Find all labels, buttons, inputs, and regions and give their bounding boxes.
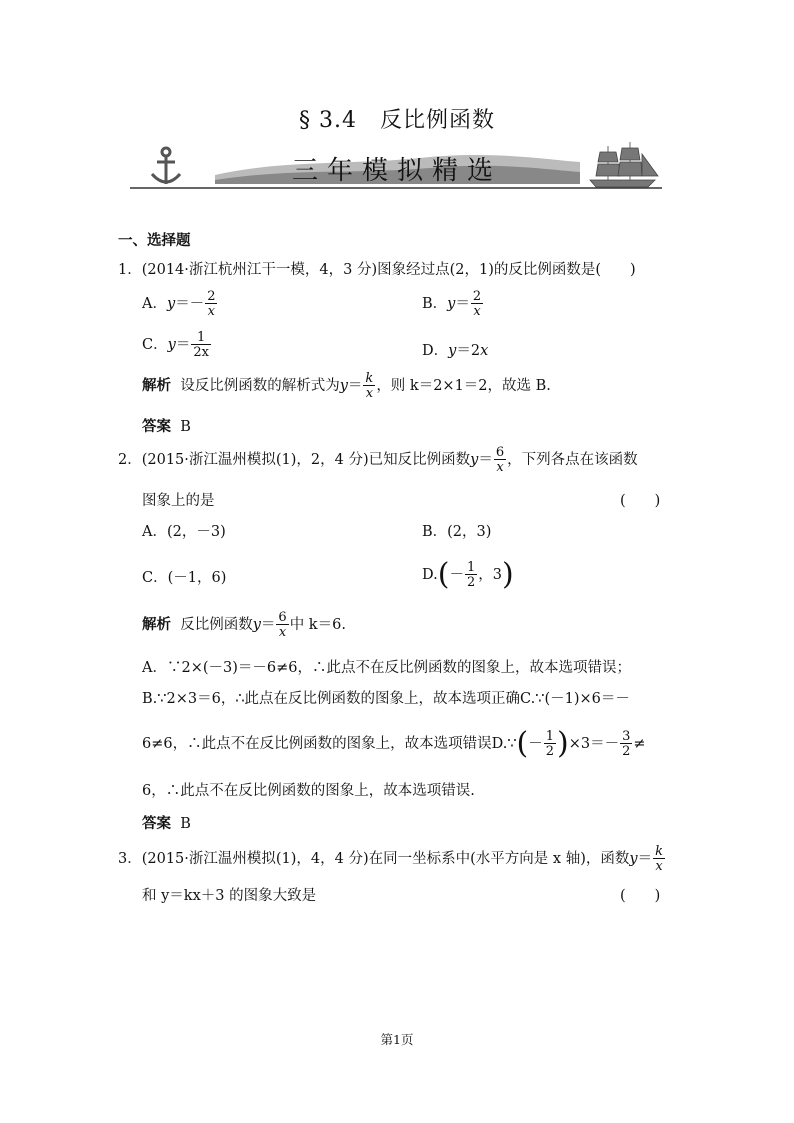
- q2-stem-line2: 图象上的是: [142, 493, 215, 509]
- q1-option-a: A．y＝－ $\frac{2}{x}$: [142, 289, 216, 319]
- q2-option-b: B．(2，3): [422, 524, 492, 540]
- q1-option-c: C．y＝ $\frac{1}{2x}$: [142, 330, 209, 360]
- q2-option-d: D.(－ $\frac{1}{2}$ ，3): [422, 557, 514, 592]
- q2-solution-line-a: A．∵2×(－3)＝－6≠6，∴此点不在反比例函数的图象上，故本选项错误；: [142, 660, 631, 676]
- q2-answer: 答案 B: [142, 815, 191, 832]
- q1-stem: 1．(2014·浙江杭州江干一模，4，3 分)图象经过点(2，1)的反比例函数是( ): [118, 262, 636, 278]
- q1-answer: 答案 B: [142, 418, 191, 435]
- q2-solution: 解析 反比例函数y＝ $\frac{6}{x}$ 中 k＝6.: [142, 610, 346, 640]
- q1-option-b: B．y＝ $\frac{2}{x}$: [422, 289, 482, 319]
- q2-stem: 2．(2015·浙江温州模拟(1)，2，4 分)已知反比例函数y＝ $\frac{6}{x}$ ，下列各点在该函数: [118, 445, 638, 475]
- banner-title: 三年模拟精选: [291, 156, 502, 186]
- page-number: 第1页: [380, 1032, 414, 1047]
- q2-solution-line-b: B.∵2×3＝6，∴此点在反比例函数的图象上，故本选项正确C.∵(－1)×6＝－: [142, 691, 630, 707]
- q2-answer-blank: ( ): [620, 493, 661, 509]
- section-heading: 一、选择题: [118, 232, 191, 249]
- q3-stem: 3．(2015·浙江温州模拟(1)，4，4 分)在同一坐标系中(水平方向是 x 轴)，函数y＝ $\frac{k}{x}$: [118, 844, 663, 874]
- page-title: § 3.4 反比例函数: [299, 108, 495, 133]
- q1-option-d: D．y＝2x: [422, 343, 489, 359]
- q3-stem-line2: 和 y＝kx＋3 的图象大致是: [142, 888, 317, 904]
- q3-answer-blank: ( ): [620, 888, 661, 904]
- q2-option-c: C．(－1，6): [142, 570, 227, 586]
- q2-solution-line-d: 6，∴此点不在反比例函数的图象上，故本选项错误.: [142, 783, 475, 799]
- q1-solution: 解析 设反比例函数的解析式为y＝ $\frac{k}{x}$ ，则 k＝2×1＝2，故选 B.: [142, 371, 551, 401]
- q2-option-a: A．(2，－3): [142, 524, 226, 540]
- q2-solution-line-c: 6≠6，∴此点不在反比例函数的图象上，故本选项错误D.∵(－ $\frac{1}{2}$ )×3＝－ $\frac{3}{2}$ ≠: [142, 726, 646, 761]
